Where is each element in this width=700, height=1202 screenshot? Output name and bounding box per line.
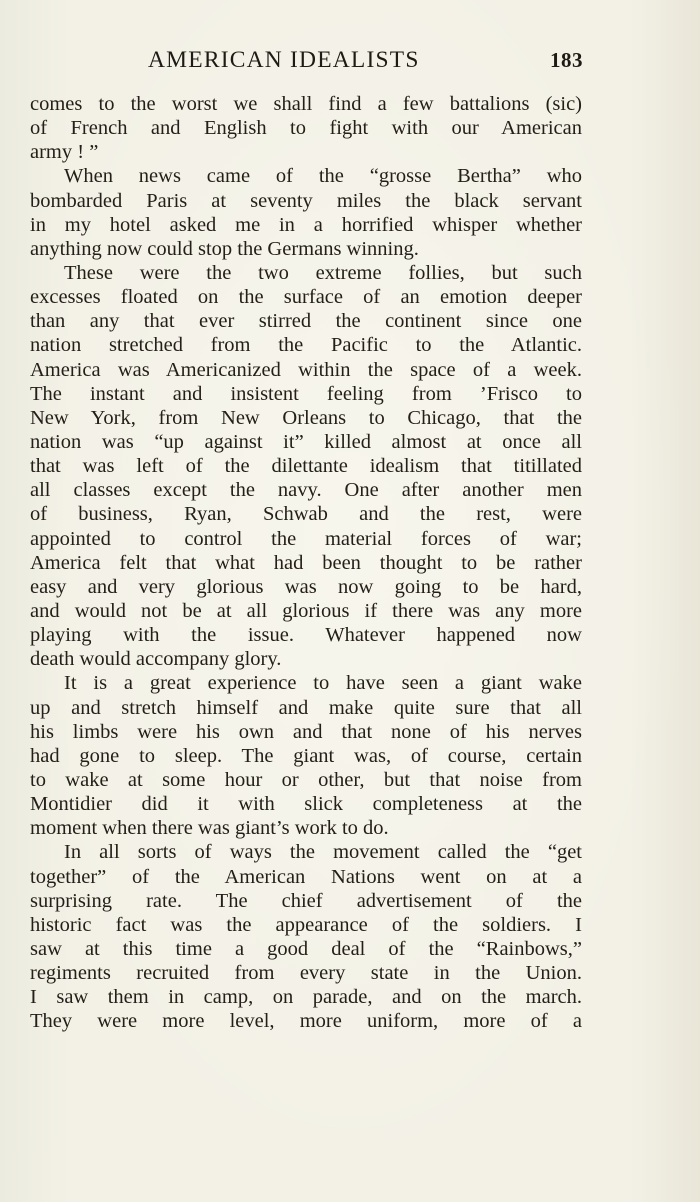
text-line: The instant and insistent feeling from ’Frisco to	[30, 382, 582, 405]
text-line: appointed to control the material forces of war;	[30, 527, 582, 550]
text-line: comes to the worst we shall find a few battalions (sic)	[30, 93, 582, 115]
body-text	[30, 92, 582, 1033]
text-line: than any that ever stirred the continent since one	[30, 310, 582, 333]
text-line: They were more level, more uniform, more of a	[30, 1010, 582, 1033]
text-line: up and stretch himself and make quite sure that all	[30, 696, 582, 719]
text-line: New York, from New Orleans to Chicago, that the	[30, 406, 582, 429]
text-line: America was Americanized within the space of a week.	[30, 358, 582, 381]
text-line: It is a great experience to have seen a giant wake	[64, 672, 582, 695]
page-header	[0, 47, 700, 79]
text-line: America felt that what had been thought to be rather	[30, 551, 582, 574]
text-line: to wake at some hour or other, but that noise from	[30, 768, 582, 791]
text-line: in my hotel asked me in a horrified whisper whether	[30, 213, 582, 236]
text-line: bombarded Paris at seventy miles the black servant	[30, 189, 582, 212]
text-line: playing with the issue. Whatever happened now	[30, 624, 582, 647]
text-line: of business, Ryan, Schwab and the rest, were	[30, 503, 582, 526]
text-line: nation was “up against it” killed almost at once all	[30, 430, 582, 453]
text-line: that was left of the dilettante idealism that titillated	[30, 455, 582, 478]
text-line: and would not be at all glorious if there was any more	[30, 599, 582, 622]
running-head: AMERICAN IDEALISTS	[148, 47, 420, 73]
text-line: In all sorts of ways the movement called the “get	[64, 841, 582, 864]
text-line: regiments recruited from every state in the Union.	[30, 962, 582, 985]
text-line: together” of the American Nations went on at a	[30, 865, 582, 888]
text-line: moment when there was giant’s work to do.	[30, 817, 389, 840]
text-line: army ! ”	[30, 141, 99, 164]
text-line: saw at this time a good deal of the “Rainbows,”	[30, 937, 582, 960]
text-line: death would accompany glory.	[30, 648, 282, 671]
page-number: 183	[550, 48, 583, 72]
text-line: all classes except the navy. One after another men	[30, 479, 582, 502]
text-line: I saw them in camp, on parade, and on the march.	[30, 986, 582, 1009]
text-line: excesses floated on the surface of an emotion deeper	[30, 286, 582, 309]
text-line: easy and very glorious was now going to be hard,	[30, 575, 582, 598]
text-line: anything now could stop the Germans winning.	[30, 237, 419, 260]
text-line: Montidier did it with slick completeness at the	[30, 793, 582, 816]
text-line: historic fact was the appearance of the soldiers. I	[30, 913, 582, 936]
text-line: When news came of the “grosse Bertha” who	[64, 165, 582, 188]
text-line: These were the two extreme follies, but such	[64, 261, 582, 284]
text-line: nation stretched from the Pacific to the Atlantic.	[30, 334, 582, 357]
text-line: of French and English to fight with our American	[30, 117, 582, 140]
text-line: had gone to sleep. The giant was, of course, certain	[30, 744, 582, 767]
text-line: his limbs were his own and that none of his nerves	[30, 720, 582, 743]
text-line: surprising rate. The chief advertisement of the	[30, 889, 582, 912]
